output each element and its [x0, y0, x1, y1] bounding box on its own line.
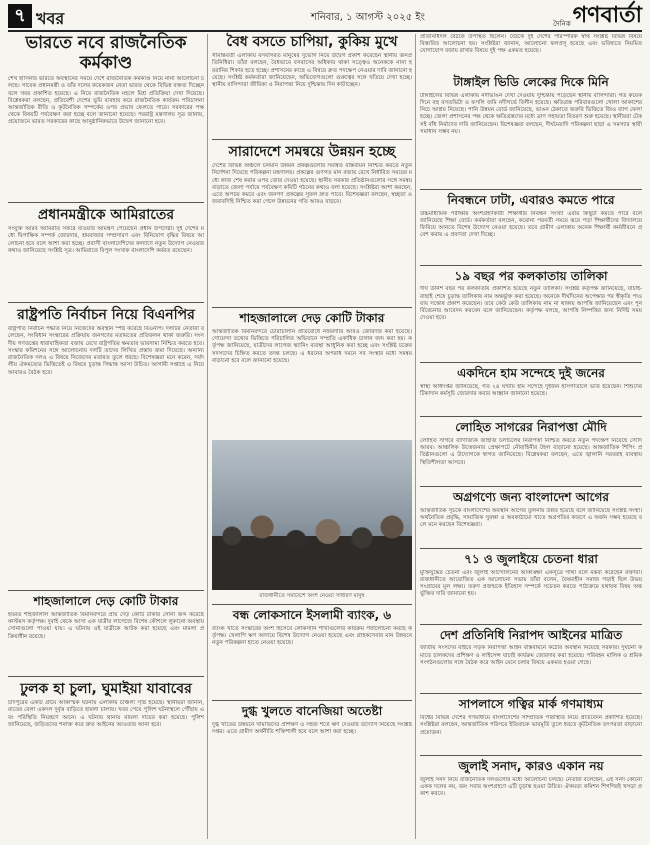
column-left [8, 34, 204, 820]
crowd-image [212, 500, 412, 590]
rule [8, 590, 204, 591]
article-body: স্বাস্থ্য অধিদপ্তর জানিয়েছে, গত ২৪ ঘণ্টায় হাম সন্দেহে দুইজন হাসপাতালে ভর্তি হয়েছেন। শিশুদের টিকাদান কর্মসূচি জোরদার করার আহ্বান জানানো হয়েছে। [420, 384, 642, 398]
rule [420, 548, 642, 549]
article-headline[interactable]: ৭১ ও জুলাইয়ে চেতনা ধারা [464, 551, 598, 566]
lead-headline[interactable]: ভারতে নবে রাজনৈতিক কর্মকাণ্ড [25, 33, 187, 73]
article-body: উচ্চমাধ্যমিক পরীক্ষায় অংশগ্রহণকারী শিক্ষার্থীর নিবন্ধন সংখ্যা এবার কিছুটা কমতে পারে বলে জানিয়েছে শিক্ষা বোর্ড। কর্মকর্তারা বলছেন, করোনা পরবর্তী সময়ে ঝরে পড়া শিক্ষার্থীদের বিদ্যালয়ে ফিরিয়ে আনতে বিশেষ উদ্যোগ নেওয়া হয়েছে। তবে গ্রামীণ এলাকায় অনেক শিক্ষার্থী কর্মজীবনে প্রবেশ করায় এ প্রবণতা দেখা দিচ্ছে। [420, 210, 642, 239]
rule [8, 302, 204, 303]
article-headline[interactable]: অগ্রগণ্যে জন্য বাংলাদেশ আগের [453, 489, 609, 504]
article-body: জাতীয় সংসদের বাইরে সড়ক নিরাপত্তা আইন বাস্তবায়নে কঠোর অবস্থান নিয়েছে সরকার। দুর্ঘটনা কমাতে চালকদের প্রশিক্ষণ ও লাইসেন্স যাচাই কার্যক্রম জোরদার করা হয়েছে। পরিবহন মালিক ও শ্রমিক সংগঠনগুলোর সঙ্গে বৈঠক করে আইন মেনে চলার বিষয়ে একমত হওয়া গেছে। [420, 645, 642, 666]
article-headline[interactable]: টাঙ্গাইল ভিডি লেকের দিকে মিনি [453, 75, 609, 89]
rule [420, 755, 642, 756]
article-headline[interactable]: দেশ প্রতিনিধি নিরাপদ আইনের মাত্রিত [439, 627, 623, 642]
article-body: দীর্ঘ উনিশ বছর পর কলকাতায় প্রকাশিত হয়েছে নতুন তালিকা। সংশ্লিষ্ট কর্তৃপক্ষ জানিয়েছে, যাচাই-বাছাই শেষে চূড়ান্ত তালিকায় নাম অন্তর্ভুক্ত করা হয়েছে। অনেকে দীর্ঘদিনের অপেক্ষার পর স্বীকৃতি পাওয়ায় সন্তোষ প্রকাশ করেছেন। তবে কেউ কেউ তালিকায় নাম না থাকায় আপত্তি জানিয়েছেন এবং পুনর্বিবেচনার আবেদন করবেন বলে জানিয়েছেন। কর্তৃপক্ষ বলছে, আপত্তি নিষ্পত্তির জন্য নির্দিষ্ট সময় দেওয়া হবে। [420, 286, 642, 322]
article-body: দুগ্ধ খাতের উন্নয়নে খামারিদের প্রশিক্ষণ ও সহজ শর্তে ঋণ দেওয়ার উদ্যোগ নিয়েছে সংশ্লিষ্ট দপ্তর। এতে গ্রামীণ অর্থনীতি শক্তিশালী হবে বলে আশা করা হচ্ছে। [212, 721, 412, 735]
rule [420, 362, 642, 363]
article-headline[interactable]: সারাদেশে সমন্বয়ে উন্নয়ন হচ্ছে [228, 144, 396, 161]
article-headline[interactable]: দুগ্ধ খুলতে বানেজিয়া অতেষ্টা [241, 703, 383, 718]
article-headline[interactable]: রাষ্ট্রপতি নির্বাচন নিয়ে বিএনপির [17, 307, 195, 324]
article-headline[interactable]: লোহিত সাগরের নিরাপত্তা মৌদি [455, 420, 607, 435]
article-body: রাষ্ট্রপতি নির্বাচন পদ্ধতি নিয়ে নিজেদের অবস্থান স্পষ্ট করেছে বিএনপি। দলটির নেতারা বলেছেন, সংবিধান সংস্কারের প্রক্রিয়ায় জনগণের মতামতের প্রতিফলন থাকা জরুরি। সংসদীয় গণতন্ত্রের ধারাবাহিকতা বজায় রেখে রাষ্ট্রপতির ক্ষমতার ভারসাম্য নিশ্চিত করতে হবে। সংস্কার কমিশনের সঙ্গে আলোচনায় দলটি তাদের লিখিত প্রস্তাব জমা দিয়েছে। অন্যান্য রাজনৈতিক দলও এ বিষয়ে নিজেদের মতামত তুলে ধরছে। বিশেষজ্ঞরা মনে করেন, সর্বদলীয় ঐকমত্যের ভিত্তিতেই এ বিষয়ে চূড়ান্ত সিদ্ধান্ত আসা উচিত। আগামী সপ্তাহে এ নিয়ে আবারও বৈঠক হবে। [8, 326, 204, 376]
rule [420, 189, 642, 190]
article-headline[interactable]: জুলাই সনাদ, কারও একান নয় [458, 759, 604, 774]
rule [212, 604, 412, 605]
masthead-name: গণবার্তা [572, 3, 642, 28]
article-body: সীমান্তবর্তী এলাকায় বসবাসরত মানুষের দুর্ভোগ নিয়ে উদ্বেগ প্রকাশ করেছেন স্থানীয় জনপ্রতিনিধিরা। তাঁরা বলছেন, বৈধভাবে বসবাসের অধিকার থাকা সত্ত্বেও অনেককে নানা হয়রানির শিকার হতে হচ্ছে। প্রশাসনের কাছে এ বিষয়ে দ্রুত পদক্ষেপ নেওয়ার দাবি জানানো হয়েছে। সংশ্লিষ্ট কর্মকর্তারা জানিয়েছেন, অভিযোগগুলো গুরুত্বের সঙ্গে খতিয়ে দেখা হচ্ছে। স্থানীয় বাসিন্দারা জীবিকা ও নিরাপত্তা নিয়ে দুশ্চিন্তায় দিন কাটাচ্ছেন। [212, 53, 412, 88]
article-body: দেশের বিভিন্ন অঞ্চলে চলমান উন্নয়ন প্রকল্পগুলোর সমন্বিত বাস্তবায়ন নিশ্চিত করতে নতুন নির্দেশনা দিয়েছে পরিকল্পনা মন্ত্রণালয়। প্রকল্পের গুণগত মান বজায় রেখে নির্ধারিত সময়ের মধ্যে কাজ শেষ করার ওপর জোর দেওয়া হয়েছে। স্থানীয় সরকার প্রতিষ্ঠানগুলোর সঙ্গে সমন্বয় বাড়াতে জেলা পর্যায়ে পর্যবেক্ষণ কমিটি গঠনের কথাও বলা হয়েছে। সংশ্লিষ্টরা আশা করছেন, এতে অপচয় কমবে এবং জনগণ প্রকল্পের সুফল দ্রুত পাবে। বিশেষজ্ঞরা বলছেন, স্বচ্ছতা ও জবাবদিহি নিশ্চিত করা গেলে উন্নয়নের গতি আরও বাড়বে। [212, 163, 412, 206]
article-headline[interactable]: বৈধ বসতে চাপিয়া, কুকিয় মুখে [226, 34, 398, 50]
article-body: হযরত শাহজালাল আন্তর্জাতিক বিমানবন্দরে প্রায় দেড় কোটি টাকার সোনা জব্দ করেছে কাস্টমস কর্তৃপক্ষ। দুবাই থেকে আসা এক যাত্রীর লাগেজে বিশেষ কৌশলে লুকানো অবস্থায় সোনাগুলো পাওয়া যায়। এ ঘটনায় ওই যাত্রীকে আটক করা হয়েছে এবং মামলা প্রক্রিয়াধীন রয়েছে। [8, 612, 204, 640]
rule [212, 700, 412, 701]
article-body: মুক্তিযুদ্ধের চেতনা এবং জুলাই আন্দোলনের আকাঙ্ক্ষা একসূত্রে গাঁথা বলে মন্তব্য করেছেন বক্তারা। রাজধানীতে আয়োজিত এক আলোচনা সভায় তাঁরা বলেন, বৈষম্যহীন সমাজ গড়াই ছিল উভয় সংগ্রামের মূল লক্ষ্য। তরুণ প্রজন্মকে ইতিহাস সম্পর্কে সচেতন করতে পাঠ্যক্রমে যথাযথ বিষয় অন্তর্ভুক্তির দাবি জানানো হয়। [420, 569, 642, 598]
article-headline[interactable]: ঢুলক হা চুলা, ঘুমাইয়া যাবাবের [20, 681, 192, 698]
masthead-logo [551, 4, 642, 28]
article-body: আন্তর্জাতিক বিমানবন্দরে চোরাচালান প্রতিরোধে নজরদারি আরও জোরদার করা হয়েছে। গোয়েন্দা তথ্যের ভিত্তিতে পরিচালিত অভিযানে সম্প্রতি একাধিক চালান জব্দ করা হয়। কর্তৃপক্ষ জানিয়েছে, যাত্রীদের লাগেজ স্ক্যানিং ব্যবস্থা আধুনিক করা হচ্ছে এবং সংশ্লিষ্ট চক্রের সদস্যদের চিহ্নিত করতে তদন্ত চলছে। এ ধরনের অপরাধ দমনে সব সংস্থার মধ্যে সমন্বয় বাড়ানো হবে বলে জানানো হয়েছে। [212, 328, 412, 364]
rule [8, 676, 204, 677]
column-divider [207, 34, 208, 839]
page-number: ৭ [8, 4, 32, 28]
news-photo[interactable] [212, 440, 412, 590]
column-right [420, 34, 642, 813]
photo-caption: রাজধানীতে সমাবেশে অংশ নেওয়া সাধারণ মানুষ [259, 592, 365, 599]
page-header [8, 4, 642, 32]
article-body: লোহিত সাগরে বাণিজ্যিক জাহাজ চলাচলের নিরাপত্তা নিশ্চিত করতে নতুন পদক্ষেপ নিয়েছে সৌদি আরব। আঞ্চলিক উত্তেজনার প্রেক্ষাপটে নৌবাহিনীর টহল বাড়ানো হয়েছে। আন্তর্জাতিক শিপিং প্রতিষ্ঠানগুলো এ উদ্যোগকে স্বাগত জানিয়েছে। বিশ্লেষকরা বলছেন, এতে জ্বালানি সরবরাহ ব্যবস্থায় স্থিতিশীলতা আসবে। [420, 437, 642, 466]
article-headline[interactable]: একদিনে হাম সন্দেহে দুই জনের [457, 366, 605, 381]
article-body: বিশ্বের বিভিন্ন দেশের গণমাধ্যমে বাংলাদেশের সাম্প্রতিক পরিস্থিতি নিয়ে প্রতিবেদন প্রকাশিত হয়েছে। সংশ্লিষ্টরা বলছেন, আন্তর্জাতিক পরিসরে ইতিবাচক ভাবমূর্তি তুলে ধরতে কূটনৈতিক তৎপরতা বাড়ানো প্রয়োজন। [420, 715, 642, 736]
masthead-small-label: দৈনিক [553, 20, 571, 28]
dateline: শনিবার, ১ আগস্ট ২০২৫ ইং [311, 12, 425, 23]
article-headline[interactable]: বন্ধ লোকসানে ইসলামী ব্যাংক, ৬ [232, 607, 392, 622]
article-body: ব্যাংক খাতে সংস্কারের অংশ হিসেবে লোকসানি শাখাগুলোর কার্যক্রম পর্যালোচনা করছে কর্তৃপক্ষ। খেলাপি ঋণ আদায়ে বিশেষ উদ্যোগ নেওয়া হয়েছে এবং গ্রাহকসেবার মান উন্নয়নে নতুন পরিকল্পনা হাতে নেওয়া হয়েছে। [212, 625, 412, 647]
article-body: টাঙ্গাইলের বিভিন্ন এলাকায় নদীভাঙন দেখা দেওয়ায় দুশ্চিন্তায় পড়েছেন স্থানীয় বাসিন্দারা। গত কয়েক দিনে বহু বসতভিটা ও ফসলি জমি নদীগর্ভে বিলীন হয়েছে। ক্ষতিগ্রস্ত পরিবারগুলো খোলা আকাশের নিচে আশ্রয় নিয়েছে। পানি উন্নয়ন বোর্ড জানিয়েছে, ভাঙন ঠেকাতে জরুরি ভিত্তিতে জিও ব্যাগ ফেলা হচ্ছে। জেলা প্রশাসনের পক্ষ থেকে ক্ষতিগ্রস্তদের মধ্যে ত্রাণ সহায়তা বিতরণ শুরু হয়েছে। স্থানীয়রা টেকসই বাঁধ নির্মাণের দাবি জানিয়েছেন। বিশেষজ্ঞরা বলছেন, দীর্ঘমেয়াদি পরিকল্পনা ছাড়া এ সমস্যার স্থায়ী সমাধান সম্ভব নয়। [420, 92, 642, 135]
rule [212, 307, 412, 308]
rule [8, 202, 204, 203]
article-body: জুলাই সনদ নিয়ে রাজনৈতিক দলগুলোর মধ্যে আলোচনা চলছে। নেতারা বলেছেন, এই সনদ কোনো একক দলের নয়, বরং সবার অংশগ্রহণে এটি চূড়ান্ত হওয়া উচিত। ঐকমত্য কমিশন শিগগিরই খসড়া প্রকাশ করবে। [420, 776, 642, 798]
article-headline[interactable]: শাহজালালে দেড় কোটি টাকার [239, 311, 385, 326]
rule [420, 693, 642, 694]
article-headline[interactable]: সাপলাসে গত্বির মার্ক গণমাধ্যম [458, 697, 604, 712]
article-body: সংযুক্ত আরব আমিরাত সফরে যাওয়ার আমন্ত্রণ পেয়েছেন প্রধান উপদেষ্টা। দুই দেশের মধ্যে দ্বিপাক্ষিক সম্পর্ক জোরদার, শ্রমবাজার সম্প্রসারণ এবং বিনিয়োগ বৃদ্ধির বিষয়ে আলোচনা হবে বলে আশা করা হচ্ছে। প্রবাসী বাংলাদেশিদের কল্যাণে নতুন উদ্যোগ নেওয়ার কথাও জানিয়েছে সংশ্লিষ্ট সূত্র। আমিরাতে বিপুল সংখ্যক বাংলাদেশি কর্মরত রয়েছেন। [8, 226, 204, 254]
rule [420, 486, 642, 487]
column-divider [415, 34, 416, 839]
rule [212, 139, 412, 140]
article-headline[interactable]: নিবন্ধনে ঢাটা, এবারও কমতে পারে [447, 192, 615, 207]
column-middle [212, 34, 412, 764]
section-name: খবর [36, 9, 65, 28]
article-headline[interactable]: প্রধানমন্ত্রীকে আমিরাতের [37, 207, 175, 224]
rule [420, 624, 642, 625]
article-body: চাঁদপুরের একটি গ্রামে আকস্মিক ঘটনায় এলাকায় চাঞ্চল্য সৃষ্টি হয়েছে। স্থানীয়রা জানান, রাতের বেলা একদল দুর্বৃত্ত বাড়িতে হামলা চালায়। খবর পেয়ে পুলিশ ঘটনাস্থলে পৌঁছায় এবং পরিস্থিতি নিয়ন্ত্রণে আনে। এ ঘটনায় থানায় মামলা দায়ের করা হয়েছে। পুলিশ জানিয়েছে, জড়িতদের শনাক্ত করে দ্রুত আইনের আওতায় আনা হবে। [8, 700, 204, 728]
rule [420, 416, 642, 417]
rule [420, 265, 642, 266]
article-headline[interactable]: শাহজালালে দেড় কোটি টাকার [33, 594, 179, 609]
article-headline[interactable]: ১৯ বছর পর কলকাতায় তালিকা [454, 268, 608, 283]
article-body: প্রতিনিধিদল বৈঠকে উপস্থিত ছিলেন। বৈঠকে দুই দেশের পারস্পরিক স্বার্থ সংশ্লিষ্ট বিভিন্ন বিষয়ে বিস্তারিত আলোচনা হয়। সংশ্লিষ্টরা জানান, আলোচনা ফলপ্রসূ হয়েছে এবং ভবিষ্যতে নিয়মিত যোগাযোগ বজায় রাখার বিষয়ে দুই পক্ষ একমত হয়েছে। [420, 34, 642, 55]
article-body: আন্তর্জাতিক সূচকে বাংলাদেশের অবস্থান আগের তুলনায় উন্নত হয়েছে বলে জানিয়েছে সংশ্লিষ্ট সংস্থা। অর্থনৈতিক প্রবৃদ্ধি, সামাজিক সুরক্ষা ও অবকাঠামো খাতে অগ্রগতির কারণে এ অর্জন সম্ভব হয়েছে বলে মনে করছেন বিশেষজ্ঞরা। [420, 507, 642, 529]
article-body: শেখ হাসিনার ভারতে অবস্থানের সময়ে দেশে রাজনৈতিক কর্মকাণ্ড নিয়ে নানা আলোচনা চলছে। সাবেক প্রধানমন্ত্রী ও তাঁর দলের কয়েকজন নেতা ভারত থেকে বিভিন্ন বক্তব্য দিচ্ছেন বলে খবর প্রকাশিত হয়েছে। এ নিয়ে রাজনৈতিক মহলে মিশ্র প্রতিক্রিয়া দেখা দিয়েছে। বিশ্লেষকরা বলছেন, প্রতিবেশী দেশের ভূমি ব্যবহার করে রাজনৈতিক কার্যক্রম পরিচালনা আন্তর্জাতিক রীতি ও কূটনৈতিক সম্পর্কের ওপর প্রভাব ফেলতে পারে। সরকারের পক্ষ থেকে বিষয়টি পর্যবেক্ষণ করা হচ্ছে বলে জানানো হয়েছে। পররাষ্ট্র মন্ত্রণালয় সূত্র জানায়, প্রয়োজনে ভারত সরকারের কাছে আনুষ্ঠানিকভাবে উদ্বেগ জানানো হবে। [8, 76, 204, 126]
